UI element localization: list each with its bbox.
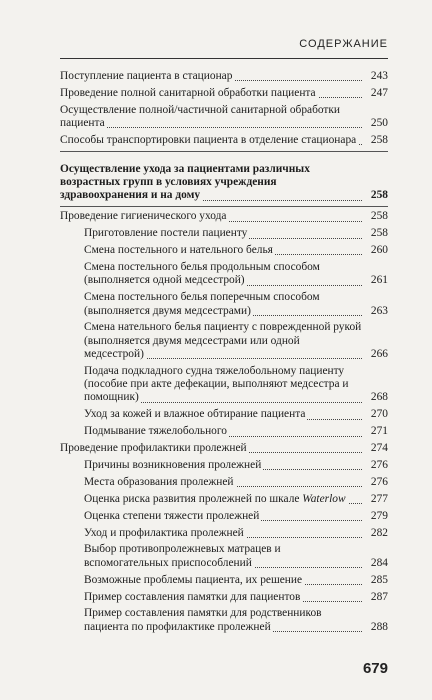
toc-entry-page: 243	[362, 70, 388, 83]
toc-entry-title: Пример составления памятки для пациентов	[84, 590, 301, 603]
toc-entry-title: Оценка риска развития пролежней по шкале Waterlow	[84, 492, 346, 505]
toc-entry	[60, 87, 388, 100]
toc-entry-title: Смена нательного белья пациенту с поврежденной рукой (выполняется двумя медсестрами или одной медсестрой)	[84, 321, 362, 360]
toc-entry-page: 250	[362, 117, 388, 130]
scale-name: Waterlow	[302, 492, 346, 505]
toc-entry-title: Возможные проблемы пациента, их решение	[84, 573, 303, 586]
page-number: 679	[362, 660, 388, 677]
toc-entry-title: Проведение полной санитарной обработки пациента	[60, 86, 316, 99]
toc-entry	[84, 459, 388, 472]
toc-entry	[60, 104, 388, 131]
toc-entry-page: 288	[362, 621, 388, 634]
toc-entry-title: Приготовление постели пациенту	[84, 227, 248, 240]
section-divider	[60, 151, 388, 152]
toc-entry	[84, 543, 388, 570]
toc-entry-title: Осуществление полной/частичной санитарной обработки пациента	[60, 103, 341, 130]
toc-entry-page: 258	[362, 189, 388, 202]
table-of-contents	[60, 70, 388, 638]
toc-entry	[60, 134, 388, 147]
toc-entry-page: 276	[362, 459, 388, 472]
toc-entry-page: 258	[362, 227, 388, 240]
toc-entry-page: 268	[362, 391, 388, 404]
toc-entry-title: Смена постельного и нательного белья	[84, 244, 273, 257]
toc-entry-title: Поступление пациента в стационар	[60, 70, 233, 82]
running-header	[60, 36, 388, 59]
toc-entry-page: 271	[362, 425, 388, 438]
toc-entry	[84, 227, 388, 240]
toc-entry-title: Смена постельного белья продольным способом (выполняется одной медсестрой)	[84, 261, 320, 287]
toc-entry-page: 276	[362, 476, 388, 489]
toc-entry-title: Места образования пролежней	[84, 475, 234, 488]
toc-entry-page: 284	[362, 557, 388, 570]
toc-entry-title: Подмывание тяжелобольного	[84, 425, 227, 438]
toc-entry-page: 279	[362, 510, 388, 523]
toc-entry-page: 263	[362, 305, 388, 318]
toc-entry-title: Причины возникновения пролежней	[84, 459, 262, 472]
toc-entry	[60, 210, 388, 223]
section-gap	[60, 155, 388, 163]
toc-entry	[84, 244, 388, 257]
toc-entry	[84, 321, 388, 361]
toc-entry-page: 261	[362, 274, 388, 287]
toc-entry-title: Осуществление ухода за пациентами различных возрастных групп в условиях учреждения здравоохранения и на дому	[60, 162, 310, 202]
toc-entry-page: 258	[362, 210, 388, 223]
toc-entry-page: 260	[362, 244, 388, 257]
toc-entry-title: Уход и профилактика пролежней	[84, 526, 244, 539]
toc-entry-page: 277	[362, 493, 388, 506]
toc-entry	[84, 591, 388, 604]
toc-entry	[84, 607, 388, 634]
toc-entry	[84, 261, 388, 288]
section-divider	[60, 206, 388, 207]
toc-entry-page: 274	[362, 442, 388, 455]
toc-entry-page: 258	[362, 134, 388, 147]
toc-entry-title: Подача подкладного судна тяжелобольному пациенту (пособие при акте дефекации, выполняют медсестра и помощник)	[84, 364, 349, 404]
header-title: СОДЕРЖАНИЕ	[299, 38, 388, 50]
toc-entry-title: Оценка степени тяжести пролежней	[84, 509, 260, 522]
toc-entry	[60, 70, 388, 83]
toc-entry	[84, 493, 388, 506]
toc-entry-title: Смена постельного белья поперечным способом (выполняется двумя медсестрами)	[84, 291, 320, 317]
toc-entry-page: 247	[362, 87, 388, 100]
toc-entry	[84, 527, 388, 540]
toc-entry	[84, 291, 388, 318]
toc-entry-page: 270	[362, 408, 388, 421]
toc-entry-page: 285	[362, 574, 388, 587]
toc-entry	[84, 476, 388, 489]
toc-entry	[60, 442, 388, 455]
toc-entry	[84, 425, 388, 438]
toc-entry-title: Пример составления памятки для родственников пациента по профилактике пролежней	[84, 607, 322, 633]
toc-entry-page: 287	[362, 591, 388, 604]
toc-entry-title: Уход за кожей и влажное обтирание пациента	[84, 408, 306, 421]
toc-entry	[84, 510, 388, 523]
toc-entry-title: Проведение профилактики пролежней	[60, 442, 247, 455]
toc-entry-title: Проведение гигиенического ухода	[60, 210, 227, 223]
toc-entry-title: Способы транспортировки пациента в отделение стационара	[60, 133, 357, 146]
toc-entry-page: 266	[362, 348, 388, 361]
toc-entry	[60, 163, 388, 203]
toc-entry-title: Выбор противопролежневых матрацев и вспомогательных приспособлений	[84, 543, 281, 569]
toc-entry	[84, 574, 388, 587]
toc-entry-page: 282	[362, 527, 388, 540]
toc-entry	[84, 408, 388, 421]
toc-entry	[84, 365, 388, 405]
